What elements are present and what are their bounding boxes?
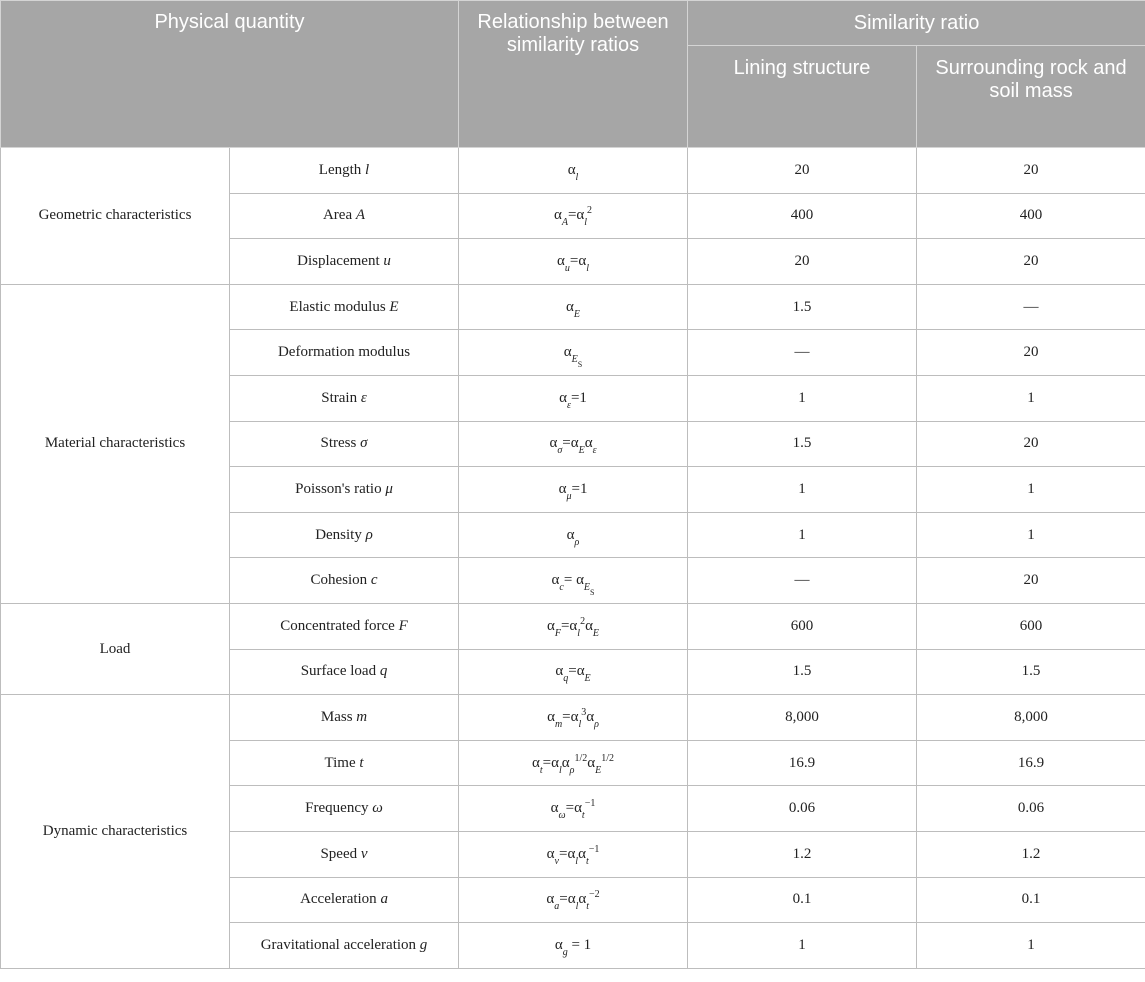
header-physical-quantity: Physical quantity	[1, 1, 459, 148]
quantity-name: Elastic modulus	[289, 298, 386, 315]
surrounding-value: 8,000	[917, 695, 1145, 741]
lining-value: 1.5	[688, 421, 917, 467]
surrounding-value: 16.9	[917, 740, 1145, 786]
lining-value: 0.06	[688, 786, 917, 832]
quantity-name: Length	[318, 161, 362, 178]
relationship-cell: $\alpha_\rho$	[459, 512, 688, 558]
relationship-cell: $\alpha_m=\alpha_l^3\alpha_\rho$	[459, 695, 688, 741]
lining-value: 400	[688, 193, 917, 239]
quantity-name: Mass	[320, 708, 353, 725]
lining-value: 8,000	[688, 695, 917, 741]
quantity-symbol: A	[355, 207, 366, 224]
header-lining-structure: Lining structure	[688, 46, 917, 148]
group-label: Dynamic characteristics	[1, 695, 230, 969]
quantity-symbol: ω	[372, 800, 383, 817]
quantity-cell	[230, 284, 459, 330]
quantity-name: Frequency	[305, 800, 369, 817]
quantity-cell	[230, 421, 459, 467]
table-row	[1, 603, 1145, 649]
relationship-cell: $\alpha_E$	[459, 284, 688, 330]
quantity-symbol: ε	[360, 389, 367, 406]
relationship-cell: $\alpha_\sigma=\alpha_E\alpha_\varepsilon$	[459, 421, 688, 467]
quantity-name: Cohesion	[310, 572, 368, 589]
surrounding-value: 1	[917, 923, 1145, 969]
lining-value: 1	[688, 512, 917, 558]
quantity-cell	[230, 148, 459, 194]
relationship-cell: $\alpha_q=\alpha_E$	[459, 649, 688, 695]
surrounding-value: 400	[917, 193, 1145, 239]
surrounding-value: 600	[917, 603, 1145, 649]
lining-value: 1.5	[688, 649, 917, 695]
quantity-cell	[230, 786, 459, 832]
quantity-symbol: F	[398, 617, 408, 634]
quantity-name: Time	[324, 754, 356, 771]
quantity-name: Displacement	[297, 252, 380, 269]
surrounding-value: 20	[917, 148, 1145, 194]
relationship-cell: $\alpha_a=\alpha_l\alpha_t^{-2}$	[459, 877, 688, 923]
quantity-cell	[230, 923, 459, 969]
quantity-name: Strain	[321, 389, 358, 406]
surrounding-value: —	[917, 284, 1145, 330]
surrounding-value: 1	[917, 512, 1145, 558]
quantity-name: Area	[322, 207, 353, 224]
quantity-symbol: t	[359, 754, 364, 771]
relationship-cell: $\alpha_c= \alpha_{E_S}$	[459, 558, 688, 604]
quantity-name: Speed	[320, 845, 358, 862]
quantity-symbol: a	[380, 891, 388, 908]
relationship-cell: $\alpha_F=\alpha_l^2\alpha_E$	[459, 603, 688, 649]
lining-value: 16.9	[688, 740, 917, 786]
lining-value: 20	[688, 148, 917, 194]
quantity-cell	[230, 877, 459, 923]
lining-value: 20	[688, 239, 917, 285]
quantity-cell	[230, 831, 459, 877]
quantity-cell	[230, 512, 459, 558]
group-label: Geometric characteristics	[1, 148, 230, 285]
quantity-symbol: g	[419, 936, 428, 953]
lining-value: 1.5	[688, 284, 917, 330]
surrounding-value: 20	[917, 239, 1145, 285]
surrounding-value: 0.1	[917, 877, 1145, 923]
quantity-cell	[230, 695, 459, 741]
surrounding-value: 20	[917, 421, 1145, 467]
lining-value: 0.1	[688, 877, 917, 923]
table-header	[1, 1, 1145, 148]
quantity-cell	[230, 649, 459, 695]
relationship-cell: $\alpha_u=\alpha_l$	[459, 239, 688, 285]
lining-value: —	[688, 330, 917, 376]
surrounding-value: 20	[917, 330, 1145, 376]
relationship-cell: $\alpha_l$	[459, 148, 688, 194]
quantity-name: Poisson's ratio	[295, 480, 382, 497]
quantity-symbol: E	[389, 298, 399, 315]
quantity-symbol: m	[356, 708, 368, 725]
quantity-symbol: μ	[385, 480, 393, 497]
relationship-cell: $\alpha_{E_S}$	[459, 330, 688, 376]
quantity-name: Surface load	[300, 663, 377, 680]
group-label: Load	[1, 603, 230, 694]
quantity-cell	[230, 603, 459, 649]
relationship-cell: $\alpha_t=\alpha_l\alpha_\rho^{1/2}\alpha_E^{1/2}$	[459, 740, 688, 786]
quantity-cell	[230, 330, 459, 376]
quantity-name: Concentrated force	[280, 617, 395, 634]
quantity-symbol: l	[365, 161, 370, 178]
lining-value: 1.2	[688, 831, 917, 877]
table-row	[1, 148, 1145, 194]
quantity-symbol: v	[360, 845, 368, 862]
quantity-name: Gravitational acceleration	[260, 936, 417, 953]
quantity-cell	[230, 193, 459, 239]
quantity-name: Stress	[320, 435, 357, 452]
lining-value: 1	[688, 375, 917, 421]
surrounding-value: 1	[917, 375, 1145, 421]
quantity-symbol: ρ	[365, 526, 373, 543]
surrounding-value: 20	[917, 558, 1145, 604]
lining-value: 600	[688, 603, 917, 649]
relationship-cell: $\alpha_A=\alpha_l^2$	[459, 193, 688, 239]
surrounding-value: 1.2	[917, 831, 1145, 877]
quantity-cell	[230, 375, 459, 421]
lining-value: 1	[688, 923, 917, 969]
quantity-cell	[230, 740, 459, 786]
quantity-name: Acceleration	[300, 891, 377, 908]
relationship-cell: $\alpha_\mu=1$	[459, 467, 688, 513]
table-row	[1, 695, 1145, 741]
header-surrounding-rock: Surrounding rock and soil mass	[917, 46, 1145, 148]
relationship-cell: $\alpha_\varepsilon=1$	[459, 375, 688, 421]
quantity-name: Deformation modulus	[277, 344, 411, 361]
header-similarity-ratio: Similarity ratio	[688, 1, 1145, 46]
lining-value: —	[688, 558, 917, 604]
relationship-cell: $\alpha_g = 1$	[459, 923, 688, 969]
relationship-cell: $\alpha_v=\alpha_l\alpha_t^{-1}$	[459, 831, 688, 877]
quantity-cell	[230, 239, 459, 285]
quantity-symbol: q	[379, 663, 388, 680]
quantity-symbol: u	[383, 252, 391, 269]
table-body	[1, 148, 1145, 969]
surrounding-value: 1.5	[917, 649, 1145, 695]
surrounding-value: 0.06	[917, 786, 1145, 832]
quantity-symbol: c	[370, 572, 378, 589]
quantity-cell	[230, 558, 459, 604]
lining-value: 1	[688, 467, 917, 513]
header-relationship: Relationship between similarity ratios	[459, 1, 688, 148]
quantity-name: Density	[315, 526, 362, 543]
relationship-cell: $\alpha_\omega=\alpha_t^{-1}$	[459, 786, 688, 832]
surrounding-value: 1	[917, 467, 1145, 513]
quantity-symbol: σ	[360, 435, 368, 452]
table-row	[1, 284, 1145, 330]
group-label: Material characteristics	[1, 284, 230, 603]
quantity-cell	[230, 467, 459, 513]
